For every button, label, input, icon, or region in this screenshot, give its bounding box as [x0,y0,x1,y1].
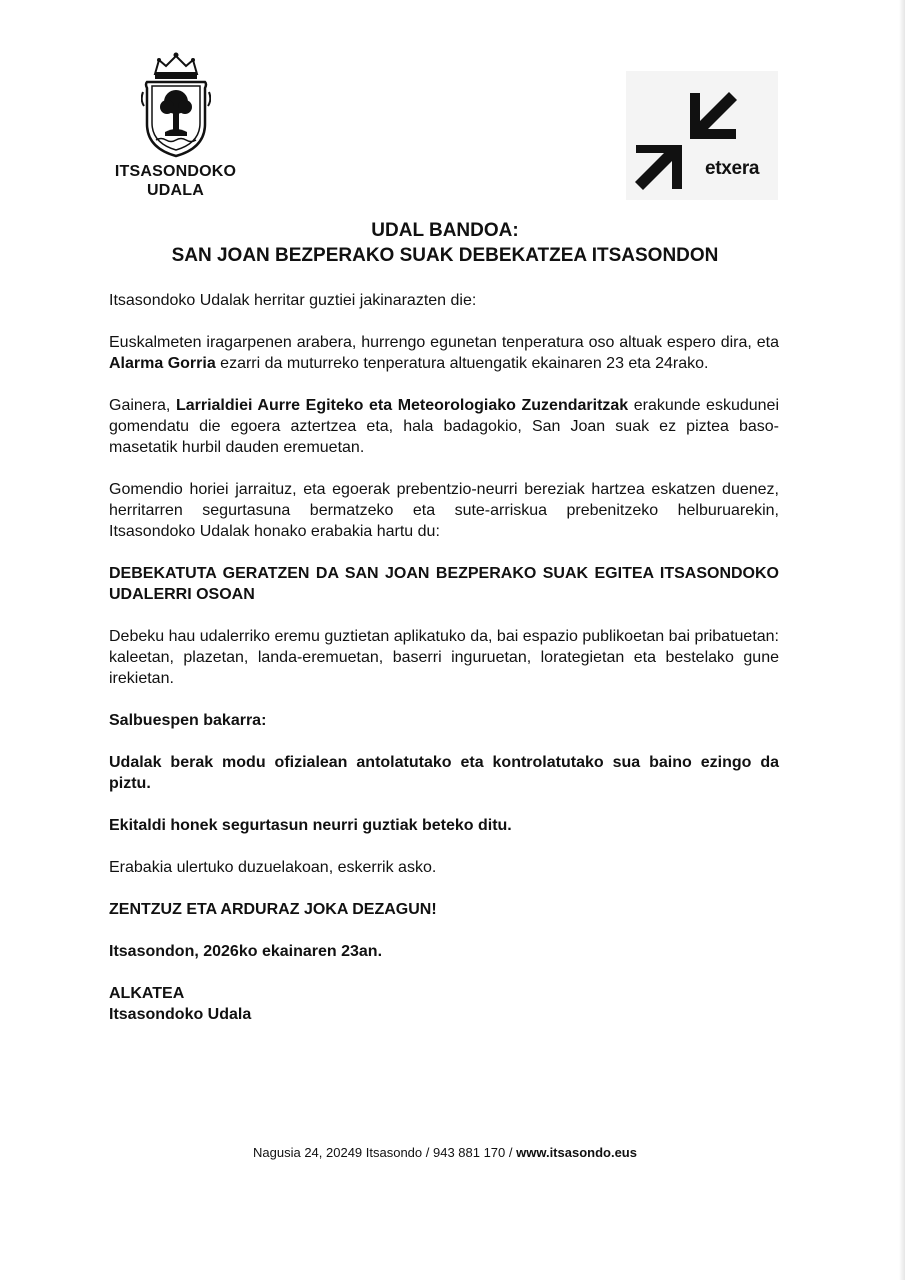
municipal-logo [108,52,243,200]
forecast-paragraph [109,332,779,374]
crest-name-line2: UDALA [147,182,204,199]
crest-name-line1: ITSASONDOKO [114,163,237,180]
title-line2: SAN JOAN BEZPERAKO SUAK DEBEKATZEA ITSASONDON [171,245,719,266]
directorate-text-a: Gainera, [109,397,176,414]
page-title [0,218,890,268]
exception-text: Udalak berak modu ofizialean antolatutako eta kontrolatutako sua baino ezingo da piztu. [109,754,779,792]
page-edge-shadow [899,0,905,1280]
exception-label: Salbuespen bakarra: [109,712,267,729]
directorate-paragraph [109,395,779,458]
directorate-name: Larrialdiei Aurre Egiteko eta Meteorologiako Zuzendaritzak [175,397,629,414]
footer-website-link[interactable]: www.itsasondo.eus [516,1145,637,1160]
etxera-logo [626,71,778,200]
title-line1: UDAL BANDOA: [371,220,519,241]
signer-title: ALKATEA [109,985,185,1002]
slogan: ZENTZUZ ETA ARDURAZ JOKA DEZAGUN! [109,901,437,918]
forecast-text-b: ezarri da muturreko tenperatura altuengatik ekainaren 23 eta 24rako. [215,355,709,372]
intro-paragraph: Itsasondoko Udalak herritar guztiei jakinarazten die: [109,292,477,309]
document-body [109,290,779,1025]
date-line: Itsasondon, 2026ko ekainaren 23an. [109,943,383,960]
etxera-wordmark: etxera [705,158,760,179]
resolution-paragraph: Gomendio horiei jarraituz, eta egoerak prebentzio-neurri bereziak hartzea eskatzen duenez, herritarren segurtasuna bermatzeko eta sute-arriskua prebenitzeko helburuarekin, Itsasondoko Udalak honako erabakia hartu du: [109,481,779,540]
forecast-text-a: Euskalmeten iragarpenen arabera, hurrengo egunetan tenperatura oso altuak espero dira, eta [109,334,779,351]
footer [0,1145,890,1160]
footer-address: Nagusia 24, 20249 Itsasondo / 943 881 170 / [253,1145,517,1160]
directorate-text-b: erakunde eskudunei gomendatu die egoera aztertzea eta, hala badagokio, San Joan suak ez piztea baso-masetatik hurbil dauden eremuetan. [109,397,779,456]
signer-org: Itsasondoko Udala [109,1006,252,1023]
decision-statement: DEBEKATUTA GERATZEN DA SAN JOAN BEZPERAKO SUAK EGITEA ITSASONDOKO UDALERRI OSOAN [109,565,779,603]
thanks-text: Erabakia ulertuko duzuelakoan, eskerrik asko. [109,859,437,876]
scope-paragraph: Debeku hau udalerriko eremu guztietan aplikatuko da, bai espazio publikoetan bai pribatuetan: kaleetan, plazetan, landa-eremuetan, baserri inguruetan, lorategietan eta bestelako gune irekietan. [109,628,779,687]
red-alarm-text: Alarma Gorria [109,355,216,372]
safety-statement: Ekitaldi honek segurtasun neurri guztiak beteko ditu. [109,817,512,834]
crest-icon [141,52,211,158]
